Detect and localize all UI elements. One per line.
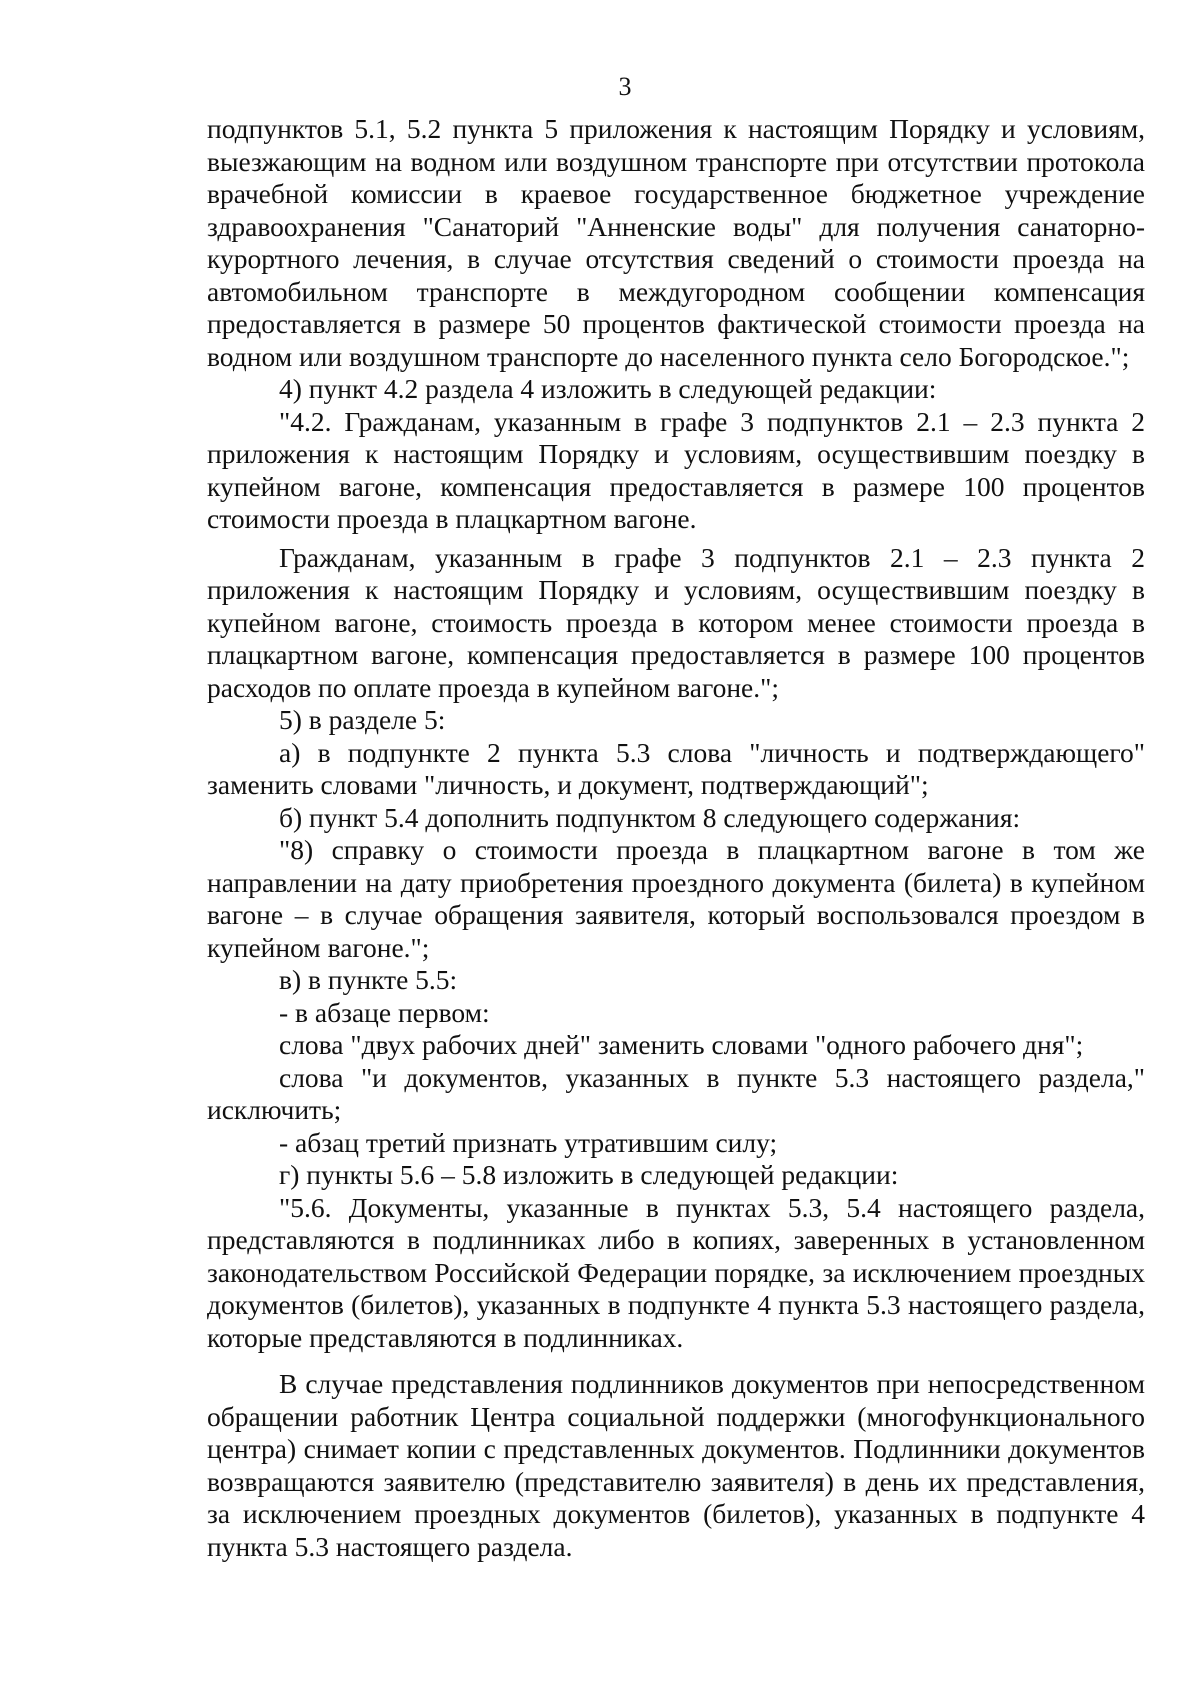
paragraph-5: 5) в разделе 5: — [279, 704, 446, 735]
paragraph-3: "4.2. Гражданам, указанным в графе 3 подпунктов 2.1 – 2.3 пункта 2 приложения к настоящим Порядку и условиям, осуществившим поездку в купейном вагоне, компенсация предоставляется в размере 100 процентов стоимости проезда в плацкартном вагоне. — [207, 405, 1145, 534]
paragraph-16: В случае представления подлинников документов при непосредственном обращении работник Центра социальной поддержки (многофункционального центра) снимает копии с представленных документов. Подлинники документов возвращаются заявителю (представителю заявителя) в день их представления, за исключением проездных документов (билетов), указанных в подпункте 4 пункта 5.3 настоящего раздела. — [207, 1368, 1145, 1562]
paragraph-13: - абзац третий признать утратившим силу; — [279, 1126, 778, 1158]
paragraph-4: Гражданам, указанным в графе 3 подпунктов 2.1 – 2.3 пункта 2 приложения к настоящим Порядку и условиям, осуществившим поездку в купейном вагоне, стоимость проезда в котором менее стоимости проезда в плацкартном вагоне, компенсация предоставляется в размере 100 процентов расходов по оплате проезда в купейном вагоне."; — [207, 541, 1145, 703]
page-number: 3 — [618, 72, 632, 101]
paragraph-8: "8) справку о стоимости проезда в плацкартном вагоне в том же направлении на дату приобретения проездного документа (билета) в купейном вагоне – в случае обращения заявителя, который воспользовался проездом в купейном вагоне."; — [207, 834, 1145, 963]
paragraph-6: а) в подпункте 2 пункта 5.3 слова "личность и подтверждающего" заменить словами "личность, и документ, подтверждающий"; — [207, 736, 1145, 800]
paragraph-2: 4) пункт 4.2 раздела 4 изложить в следующей редакции: — [279, 373, 937, 404]
paragraph-11: слова "двух рабочих дней" заменить словами "одного рабочего дня"; — [279, 1029, 1084, 1060]
paragraph-7: б) пункт 5.4 дополнить подпунктом 8 следующего содержания: — [279, 801, 1021, 833]
paragraph-1: подпунктов 5.1, 5.2 пункта 5 приложения к настоящим Порядку и условиям, выезжающим на водном или воздушном транспорте при отсутствии протокола врачебной комиссии в краевое государственное бюджетное учреждение здравоохранения "Санаторий "Анненские воды" для получения санаторно-курортного лечения, в случае отсутствия сведений о стоимости проезда на автомобильном транспорте в междугородном сообщении компенсация предоставляется в размере 50 процентов фактической стоимости проезда на водном или воздушном транспорте до населенного пункта село Богородское."; — [207, 113, 1145, 372]
document-body — [207, 113, 1145, 1563]
paragraph-9: в) в пункте 5.5: — [279, 964, 458, 995]
paragraph-12: слова "и документов, указанных в пункте 5.3 настоящего раздела," исключить; — [207, 1061, 1145, 1125]
paragraph-15: "5.6. Документы, указанные в пунктах 5.3, 5.4 настоящего раздела, представляются в подлинниках либо в копиях, заверенных в установленном законодательством Российской Федерации порядке, за исключением проездных документов (билетов), указанных в подпункте 4 пункта 5.3 настоящего раздела, которые представляются в подлинниках. — [207, 1191, 1145, 1353]
paragraph-14: г) пункты 5.6 – 5.8 изложить в следующей редакции: — [279, 1159, 899, 1190]
paragraph-10: - в абзаце первом: — [279, 996, 490, 1028]
